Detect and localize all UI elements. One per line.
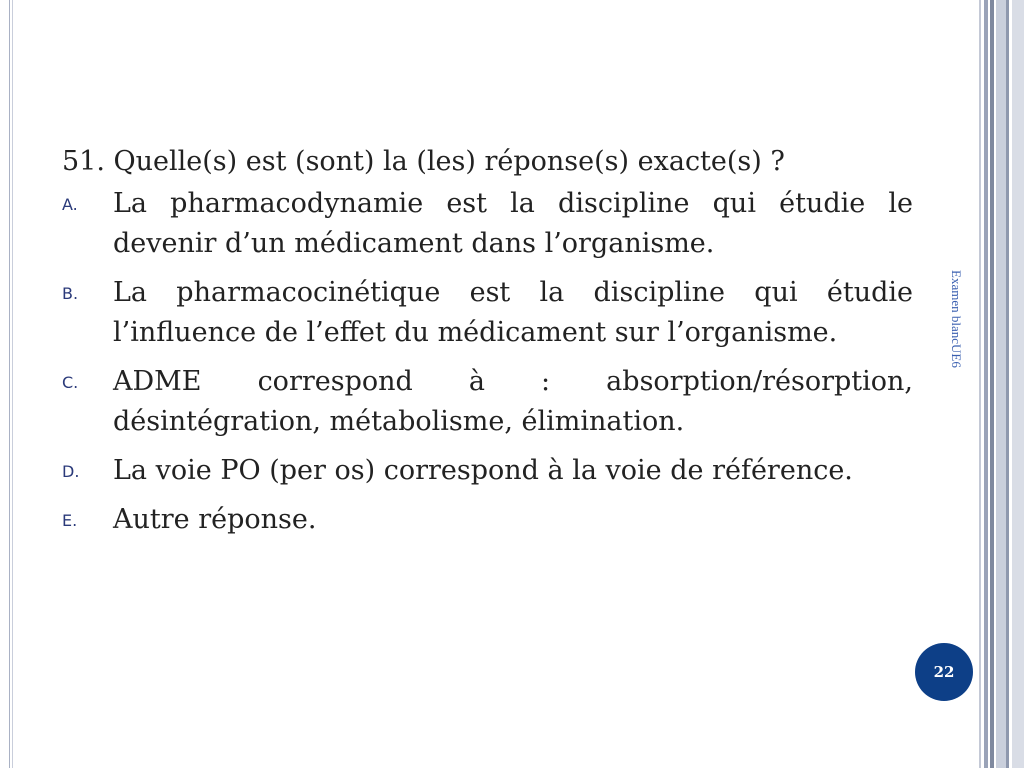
option-text: La pharmacocinétique est la discipline qui étudie l’influence de l’effet du médicament sur l’organisme. — [113, 277, 913, 348]
right-decorative-stripe — [1012, 0, 1024, 768]
right-decorative-stripe — [979, 0, 981, 768]
answer-option-c — [62, 362, 913, 442]
answer-option-b — [62, 273, 913, 353]
option-letter: E. — [62, 511, 78, 530]
answer-options-list — [62, 184, 913, 540]
option-text: ADME correspond à : absorption/résorption, désintégration, métabolisme, élimination. — [113, 366, 913, 437]
side-footer-text: Examen blancUE6 — [949, 270, 964, 368]
option-letter: A. — [62, 195, 78, 214]
answer-option-e — [62, 500, 913, 540]
answer-option-a — [62, 184, 913, 264]
left-border-line — [12, 0, 13, 768]
right-decorative-stripe — [990, 0, 994, 768]
option-letter: B. — [62, 284, 79, 303]
option-text: Autre réponse. — [113, 504, 317, 535]
right-decorative-stripe — [984, 0, 988, 768]
option-letter: C. — [62, 373, 79, 392]
question-text: 51. Quelle(s) est (sont) la (les) réponse(s) exacte(s) ? — [62, 146, 785, 177]
right-decorative-stripe — [996, 0, 1006, 768]
left-border-line — [9, 0, 10, 768]
option-letter: D. — [62, 462, 80, 481]
page-number-badge — [915, 643, 973, 701]
right-decorative-stripe — [1006, 0, 1009, 768]
option-text: La pharmacodynamie est la discipline qui étudie le devenir d’un médicament dans l’organisme. — [113, 188, 913, 259]
slide-content — [62, 142, 913, 549]
option-text: La voie PO (per os) correspond à la voie de référence. — [113, 455, 853, 486]
page-number: 22 — [933, 663, 955, 681]
answer-option-d — [62, 451, 913, 491]
